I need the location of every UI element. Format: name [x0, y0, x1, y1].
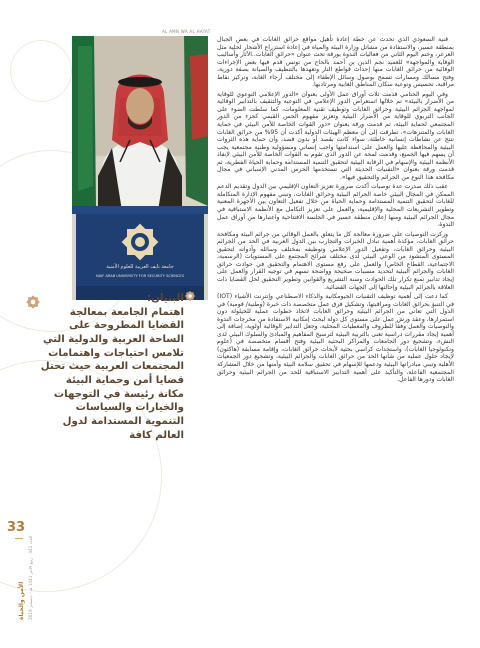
page-number: 33 [7, 520, 26, 535]
decorative-ring [10, 40, 72, 102]
article-paragraph: وركزت التوصيات على ضرورة معالجة كل ما يتعلق بالعمل الوقائي من جرائم البيئة ومكافحة حرائق الغابات، مؤكدة أهمية تبادل الخبرات والتجارب بين الدول العربية في الحد من الجرائم البيئية وحرائق الغابات، وتفعيل الدور الإعلامي وتوظيفه بمختلف وسائله وأدواته لتحقيق المستوى المنشود من الوعي البيئي لدى مختلف شرائح المجتمع على المستويات (الرسمية، الاجتماعية، القطاع الخاص) والعمل على رفع مستوى الاهتمام والتحقيق في حوادث حرائق الغابات والجرائم البيئية لتحديد مسببات صحيحة وواضحة تسهم في توجيه القرار والعمل على إيجاد تدابير تمنع تكرار تلك الحوادث وسنة التشريع والقوانين وتطوير التحقيق لحل القضايا ذات العلاقة بالجرائم البيئية وإحالتها إلى الجهات القضائية. [217, 230, 454, 291]
issue-info-vertical [28, 535, 38, 620]
article-paragraph: وفي اليوم الختامي قدمت ثلاث أوراق عمل الأولى بعنوان «الدور الإعلامي التوعوي للوقاية من الأضرار بالبيئة» تم خلالها استعراض الدور الإعلامي في التوعية والتثقيف بالتدابير الوقائية لمواجهة الجرائم البيئية وحرائق الغابات وتوظيف تقنية المعلومات، كما سلطت الضوء على الجانب التربوي للوقاية من الأضرار البيئية وتعزيز مفهوم الحس القيمي كجزء من الدور المجتمعي لحماية البيئة، ثم قدمت ورقة بعنوان «دور القوات الخاصة للأمن البيئي في حماية الغابات والمتنزهات»، تطرقت إلى أن معظم الهيئات الدولية أكدت أن 95% من حرائق الغابات تنتج عن نشاطات إنسانية خاطئة، سواء كانت بقصد أو بدون قصد، وأن حماية هذه الثروات البيئية والمحافظة عليها والعمل على استدامتها واجب إنساني ومسؤولية وطنية مجتمعية يجب أن يسهم فيها الجميع، وقدمت لمحة عن الدور الذي تقوم به القوات الخاصة للأمن البيئي لإنفاذ الأنظمة البيئية والإسهام في الرقابة البيئية لتحقيق التنمية المستدامة وحماية الحياة الفطرية، ثم قدمت ورقة بعنوان «التقنيات الحديثة التي تستخدمها الحرس المدني الإسباني في مجال مكافحة هذا النوع من الجرائم والتحقيق فيها». [217, 90, 454, 181]
star-ornament-icon [184, 290, 196, 302]
podium-university-ar: جامعة نايف العربية للعلوم الأمنية [106, 264, 174, 270]
magazine-label: AL AMN WA AL HAYAT [162, 29, 211, 34]
divider [15, 538, 23, 539]
section-title: الأمن والحياة [18, 581, 25, 620]
pull-quote-body: اهتمام الجامعة بمعالجة القضايا المطروحة على الساحة العربية والدولية التي تلامس احتياجات واهتمامات المجتمعات العربية حيث تحتل قضايا أمن وحماية البيئة مكانة رئيسة في التوجهات والخيارات والسياسات التنموية المستدامة لدول العالم كافة [40, 306, 184, 441]
article-paragraph: قنية السعودي الذي تحدث عن خطة إعادة تأهيل مواقع حرائق الغابات في بعض الجبال بمنطقة عسير، والاستفادة من مشاتل وزارة البيئة والمياه في إعادة استزراع الأشجار لحلية مثل العرعر، وختم اليوم الثاني من فعاليات الندوة بورقة تحت عنوان «حرائق الغابات..الآثار وأساليب الوقاية والمواجهة» للعميد نجم الدين بن أحمد بالحاج من تونس قدم فيها بعض الإجراءات الوقائية من حرائق الغابات منها إحداث قواطع النار وتعهدها بالتنظيف والصيانة بصفة دورية، وفتح مسالك ومسارات تسمح بوصول وسائل الإطفاء إلى مختلف أرجاء الغابة، وتركيز نقاط مراقبة، تحسيس وتوعية سكان المناطق الغابية ومرتاديها. [217, 36, 454, 89]
speaker-photo [72, 36, 208, 300]
article-paragraph: عقب ذلك صدرت عدة توصيات أكدت ضرورة تعزيز التعاون الإقليمي بين الدول وتقديم الدعم الممكن في المجال البيئي خاصة الجرائم البيئية وحرائق الغابات، وتبني مفهوم الإدارة المتكاملة للغابات لتحقيق التنمية المستدامة وحماية الحياة من خلال تفعيل التعاون بين الأجهزة المعنية وتطوير التشريعات المحلية والإقليمية، والعمل على تعزيز التكامل مع الأنظمة الاستباقية في مجال الجرائم البيئية ومنها إعلان منطقة عسير في الجلسة الافتتاحية واعتبارها من أوراق عمل الندوة. [217, 183, 454, 229]
article-body [217, 36, 454, 626]
podium-university-en: NAIF ARAB UNIVERSITY FOR SECURITY SCIENCES [96, 274, 184, 278]
issue-info: العدد 441 - ربيع الآخر 1441 هـ - ديسمبر 2019 [28, 535, 33, 620]
section-title-vertical [18, 540, 28, 620]
article-paragraph: كما دعت إلى أهمية توظيف التقنيات الجيومكانية والذكاء الاصطناعي وإنترنت الأشياء (IOT) في التنبؤ بحرائق الغابات ومراقبتها، وتشكيل فرق عمل متخصصة ذات خبرة (وطنية/ قومية) في الدول التي تعاني من الجرائم البيئية وحرائق الغابات لاتخاذ خطوات عملية للحيلولة دون استمرارها، وعقد ورش عمل على مستوى كل دولة لبحث إمكانية الاستفادة من مخرجات الندوة والتوصيات والعمل وفقاً للظروف والمعطيات المحلية، وجعل التدابير الوقائية أولوية، إضافة إلى أهمية إيجاد مقررات دراسية تعنى بالتربية البيئية لترسيخ المفاهيم والمبادئ والسلوك البيئي لدى النشء، وتشجيع دور الجامعات والمراكز البحثية البيئية وفتح أقسام متخصصة في (علوم وتكنولوجيا الغابات)، واستحداث كراسي بحثية لأبحاث حرائق الغابات، وإقامة مسابقة (هاكثون) لإيجاد حلول عملية من شأنها الحد من حرائق الغابات والجرائم البيئية، وتشجيع دور الجمعيات الأهلية وتبني مبادراتها البيئية ودعمها للإسهام في تحقيق سلامة البيئة وأمنها من خلال المشاركة المجتمعية الفاعلة، والتأكيد على أهمية التدابير الاستباقية للحد من الجرائم البيئية وحرائق الغابات ودورها الفاعل. [217, 293, 454, 384]
pull-quote-heading: البنيان: [146, 292, 184, 304]
pull-quote [38, 292, 184, 443]
